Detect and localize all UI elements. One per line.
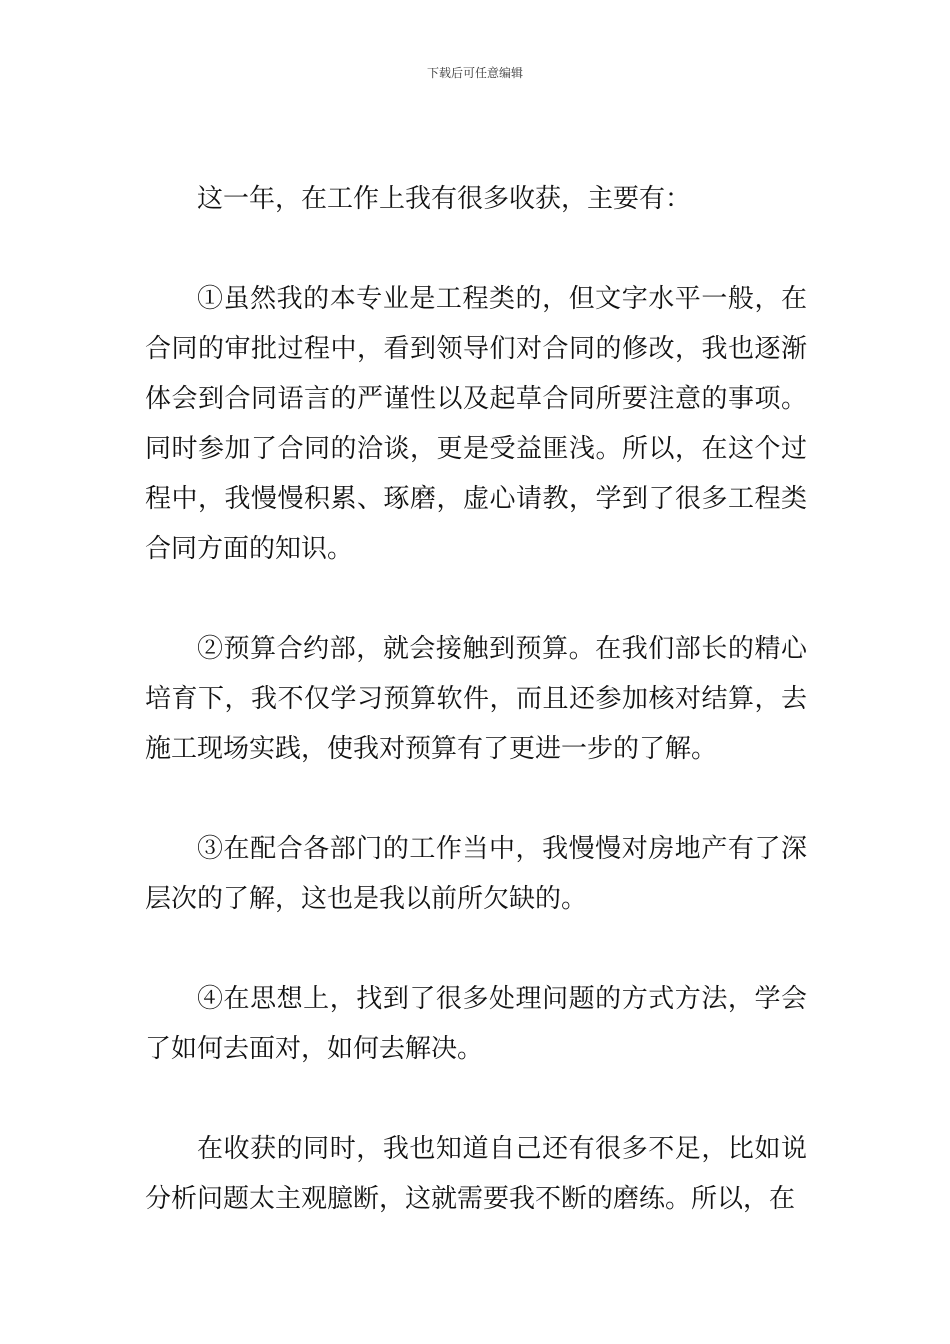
paragraph-item-2: ②预算合约部，就会接触到预算。在我们部长的精心培育下，我不仅学习预算软件，而且还参加核对结算，去施工现场实践，使我对预算有了更进一步的了解。 xyxy=(145,634,807,764)
document-body xyxy=(145,174,807,1224)
paragraph-intro: 这一年，在工作上我有很多收获，主要有： xyxy=(197,184,692,214)
paragraph-item-4: ④在思想上，找到了很多处理问题的方式方法，学会了如何去面对，如何去解决。 xyxy=(145,984,807,1064)
paragraph-shortcomings: 在收获的同时，我也知道自己还有很多不足，比如说分析问题太主观臆断，这就需要我不断的磨练。所以，在 xyxy=(145,1134,807,1214)
paragraph-item-1: ①虽然我的本专业是工程类的，但文字水平一般，在合同的审批过程中，看到领导们对合同的修改，我也逐渐体会到合同语言的严谨性以及起草合同所要注意的事项。同时参加了合同的洽谈，更是受益匪浅。所以，在这个过程中，我慢慢积累、琢磨，虚心请教，学到了很多工程类合同方面的知识。 xyxy=(145,284,807,564)
paragraph-item-3: ③在配合各部门的工作当中，我慢慢对房地产有了深层次的了解，这也是我以前所欠缺的。 xyxy=(145,834,807,914)
page-header-note: 下载后可任意编辑 xyxy=(426,66,523,80)
